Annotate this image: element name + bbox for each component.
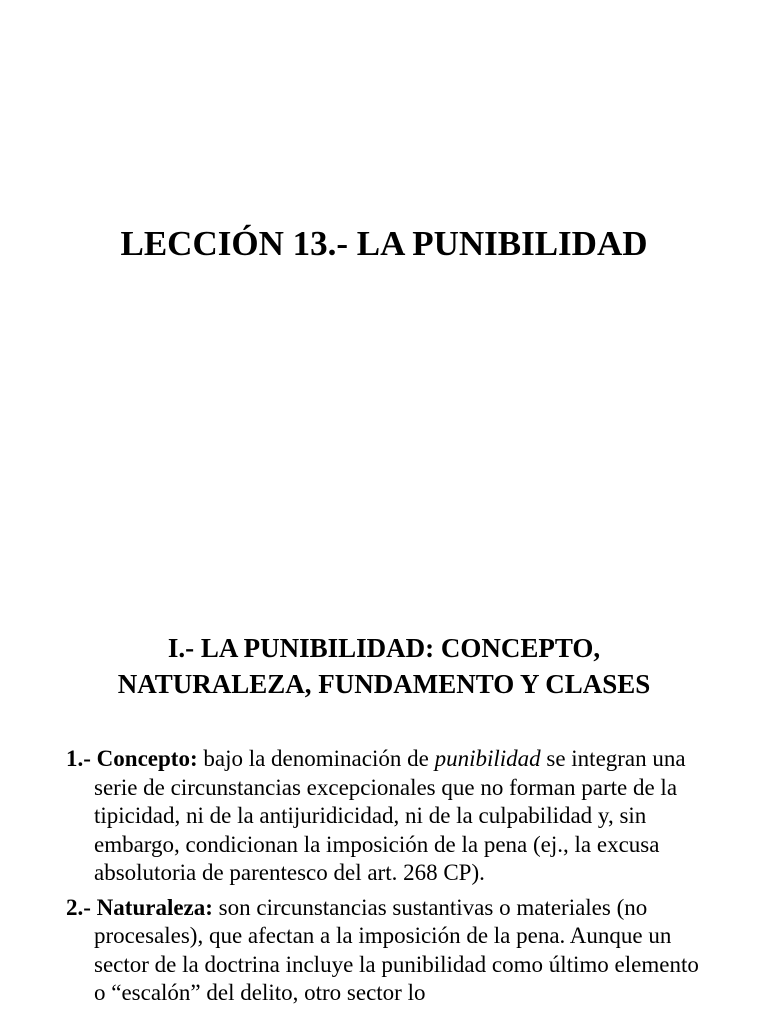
- item-number: 2.-: [66, 894, 91, 920]
- item-emphasis: punibilidad: [434, 746, 541, 771]
- item-number: 1.-: [66, 746, 91, 771]
- section-heading-line-2: NATURALEZA, FUNDAMENTO Y CLASES: [117, 669, 651, 699]
- section-heading: [0, 630, 768, 702]
- item-text-after: se integran una serie de circunstancias excepcionales que no forman parte de la tipicidad, ni de la antijuridicidad, ni de la culpabilidad y, sin embargo, condicionan la imposición de la pena (ej., la excusa absolutoria de parentesco del art. 268 CP).: [94, 746, 686, 885]
- content-list: [66, 745, 706, 1014]
- list-item-concepto: [66, 745, 706, 888]
- item-term: Naturaleza:: [96, 894, 213, 920]
- list-item-naturaleza: [66, 894, 706, 1008]
- section-heading-line-1: I.- LA PUNIBILIDAD: CONCEPTO,: [167, 633, 601, 663]
- lesson-title: LECCIÓN 13.- LA PUNIBILIDAD: [120, 224, 648, 263]
- item-term: Concepto:: [96, 746, 198, 771]
- item-text: son circunstancias sustantivas o materiales (no procesales), que afectan a la imposición de la pena. Aunque un sector de la doctrina incluye la punibilidad como último elemento o “escalón” del delito, otro sector lo: [94, 894, 699, 1005]
- item-text-before: bajo la denominación de: [203, 746, 429, 771]
